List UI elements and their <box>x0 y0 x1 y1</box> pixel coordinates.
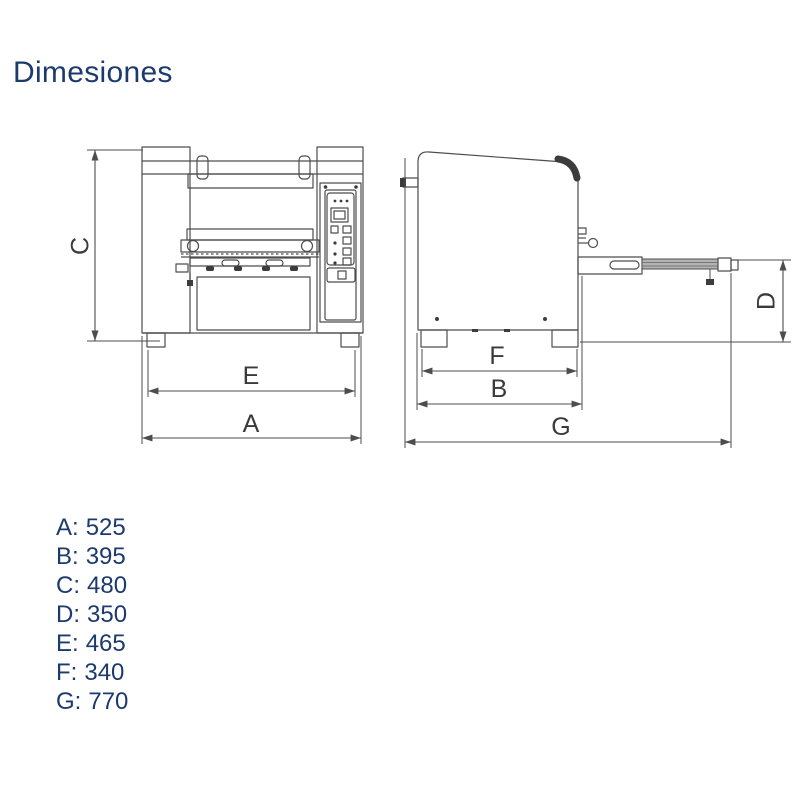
front-machine-outline <box>142 147 363 347</box>
dimension-list-item-f <box>56 658 128 687</box>
dim-label: B <box>56 543 73 570</box>
dimension-list-item-c <box>56 571 128 600</box>
dim-separator: : <box>72 543 79 570</box>
front-view <box>67 147 363 444</box>
side-dark-details <box>400 159 714 332</box>
dim-label: C <box>56 572 74 599</box>
conveyor-assembly <box>176 229 319 330</box>
dim-separator: : <box>74 688 82 715</box>
side-machine-outline <box>403 152 598 347</box>
dim-letter-g: G <box>551 413 571 441</box>
dim-letter-c: C <box>66 236 95 256</box>
dim-separator: : <box>73 572 81 599</box>
side-tray-assembly <box>578 257 738 280</box>
dimension-list-item-g <box>56 687 128 716</box>
dim-letter-e: E <box>242 362 260 390</box>
dim-letter-d: D <box>752 291 781 311</box>
dim-separator: : <box>70 659 78 686</box>
dim-letter-a: A <box>242 410 260 438</box>
dim-letter-b: B <box>490 375 508 403</box>
dimension-list <box>56 513 128 716</box>
dimension-a <box>142 336 361 444</box>
dimension-list-item-a <box>56 513 128 542</box>
dim-value: 340 <box>84 659 125 686</box>
dimension-c <box>67 150 160 341</box>
dim-value: 395 <box>85 543 126 570</box>
dim-value: 770 <box>88 688 129 715</box>
dimension-list-item-e <box>56 629 128 658</box>
dim-value: 525 <box>85 514 126 541</box>
dim-separator: : <box>73 601 81 628</box>
dimension-e <box>148 350 355 397</box>
dim-label: F <box>56 659 71 686</box>
dim-value: 465 <box>85 630 126 657</box>
dimension-list-item-b <box>56 542 128 571</box>
control-panel <box>320 183 361 322</box>
front-dark-details <box>187 185 358 286</box>
dim-separator: : <box>72 630 79 657</box>
dim-label: E <box>56 630 73 657</box>
dimension-d <box>580 260 791 342</box>
dimension-list-item-d <box>56 600 128 629</box>
dim-value: 480 <box>87 572 128 599</box>
dim-value: 350 <box>87 601 128 628</box>
page-title: Dimesiones <box>13 56 173 89</box>
dim-label: A <box>56 514 73 541</box>
dim-label: D <box>56 601 74 628</box>
dim-letter-f: F <box>489 342 505 370</box>
side-view <box>400 152 791 448</box>
dim-label: G <box>56 688 75 715</box>
dim-separator: : <box>72 514 79 541</box>
